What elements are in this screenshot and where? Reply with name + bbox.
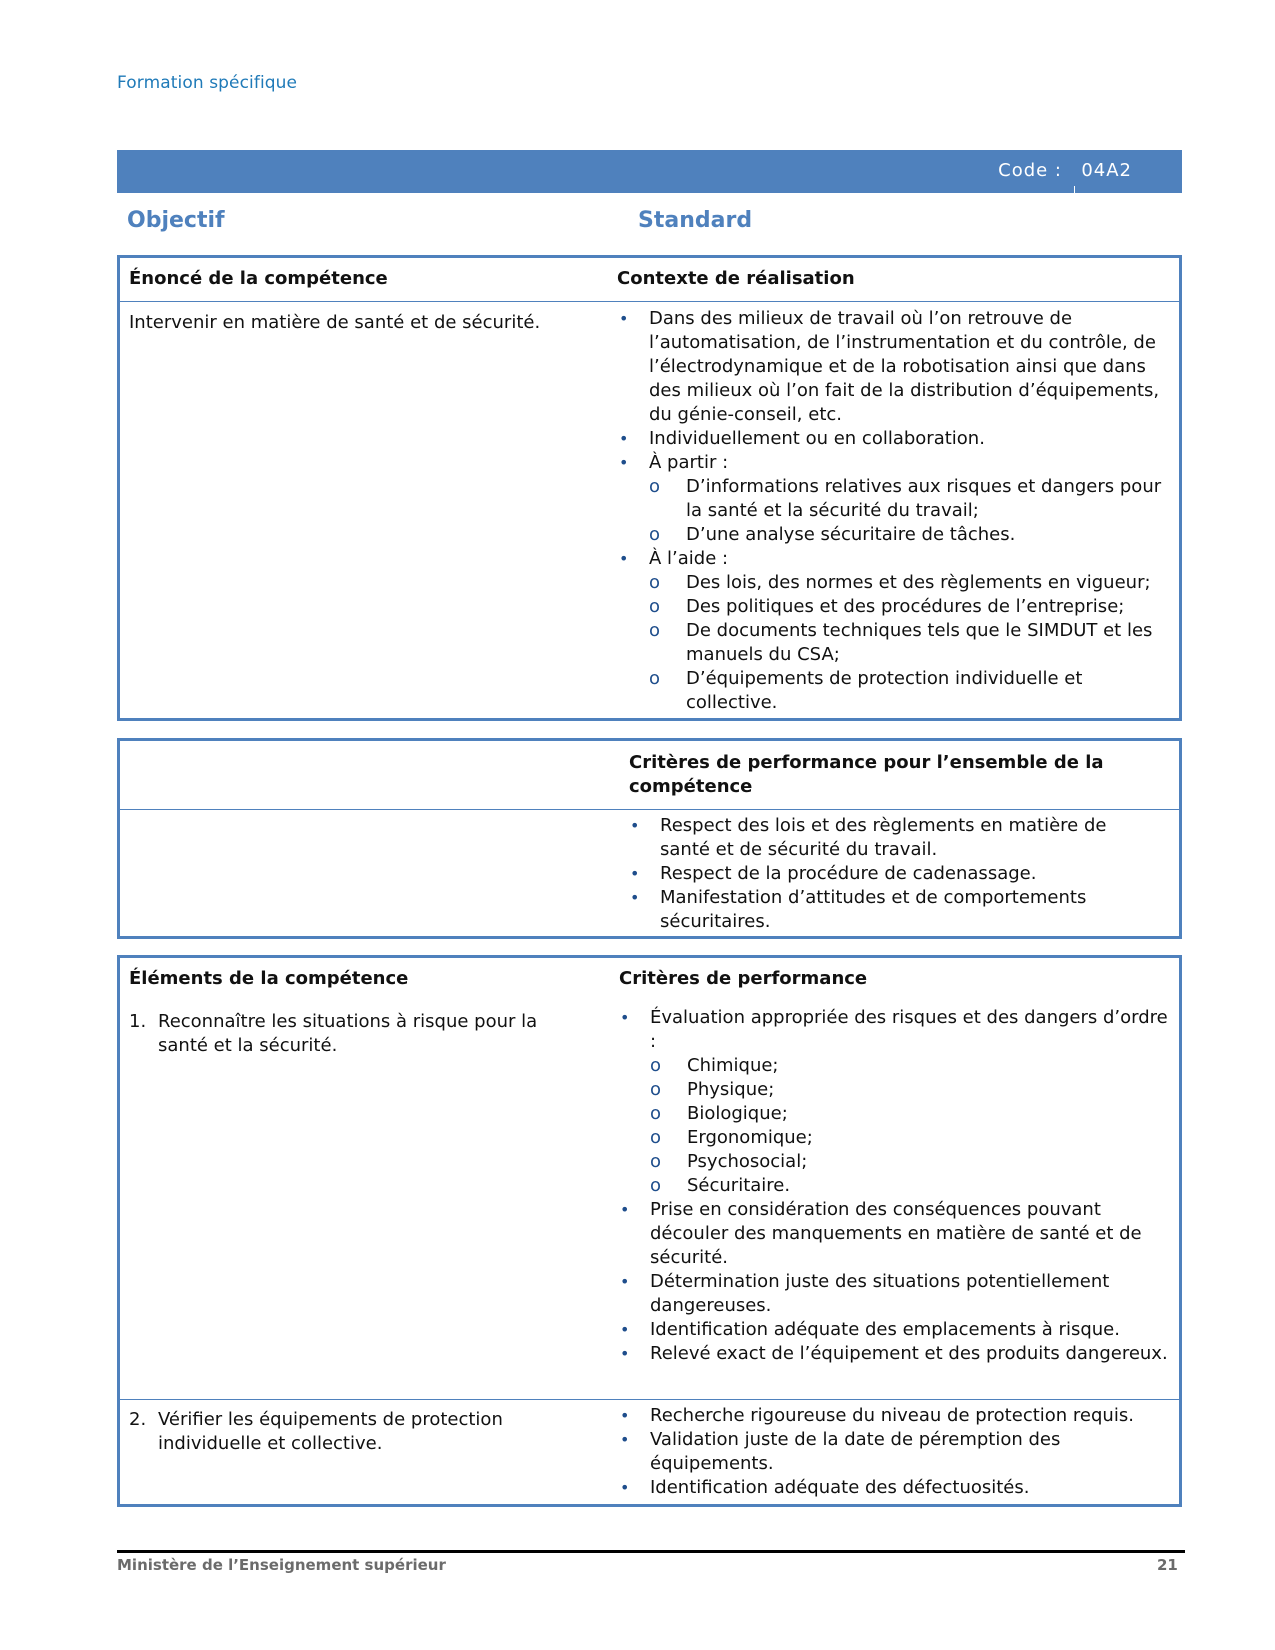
list-item-text: Individuellement ou en collaboration. [649,428,985,449]
empty-cell [120,810,617,934]
table-row [120,1399,1179,1500]
footer-divider [117,1550,1185,1553]
enonce-contexte-table [117,255,1182,721]
sub-list-item: o Biologique; [650,1102,1169,1126]
element-number: 1. [129,1011,147,1032]
sub-list-item: o D’informations relatives aux risques et dangers pour la santé et la sécurité du travail; [649,475,1171,523]
list-item [620,1476,1169,1500]
list-item-text: Identification adéquate des emplacements à risque. [650,1319,1120,1340]
element-text: Vérifier les équipements de protection individuelle et collective. [158,1409,503,1454]
sub-list [619,475,1171,547]
footer-ministry: Ministère de l’Enseignement supérieur [117,1556,446,1574]
elements-rows [120,1002,1179,1500]
element-text: Reconnaître les situations à risque pour la santé et la sécurité. [158,1011,538,1056]
sub-list-item: o Physique; [650,1078,1169,1102]
sub-list-item: o Des politiques et des procédures de l’entreprise; [649,595,1171,619]
running-header: Formation spécifique [117,73,298,93]
element-cell [120,1400,617,1500]
page-number: 21 [1157,1556,1178,1574]
code-bar [117,150,1182,193]
list-item [620,1318,1169,1342]
list-item-text: Respect de la procédure de cadenassage. [660,863,1037,884]
criteres-ensemble-cell [617,810,1179,934]
criteres-ensemble-header: Critères de performance pour l’ensemble de la compétence [629,752,1104,797]
list-item-text: Relevé exact de l’équipement et des produits dangereux. [650,1343,1168,1364]
elements-header: Éléments de la compétence [129,968,409,989]
criteres-list [620,1404,1169,1500]
criteres-cell [617,1400,1179,1500]
criteres-ensemble-list [630,814,1149,934]
enonce-text: Intervenir en matière de santé et de sécurité. [129,312,541,333]
sub-list-item: o Chimique; [650,1054,1169,1078]
sub-list [619,571,1171,715]
objectif-title: Objectif [127,208,225,233]
element-list [129,1010,557,1058]
list-item [630,814,1149,862]
list-item [630,862,1149,886]
contexte-header: Contexte de réalisation [617,268,855,289]
enonce-header: Énoncé de la compétence [129,268,388,289]
empty-cell [120,741,617,809]
sub-list-item: o D’équipements de protection individuelle et collective. [649,667,1171,715]
criteres-header: Critères de performance [619,968,868,989]
code-separator [1074,186,1075,193]
table-header-row [120,958,1179,1002]
code-value: 04A2 [1081,160,1132,181]
contexte-list [619,307,1171,715]
sub-list-item: o Ergonomique; [650,1126,1169,1150]
list-item [620,1428,1169,1476]
sub-list-item: o Sécuritaire. [650,1174,1169,1198]
criteres-list [620,1006,1169,1366]
code-label: Code : [998,160,1062,181]
list-item-text: Recherche rigoureuse du niveau de protection requis. [650,1405,1134,1426]
list-item [619,307,1171,427]
criteres-ensemble-table [117,738,1182,939]
list-item [620,1270,1169,1318]
list-item-text: À l’aide : [649,548,729,569]
list-item-text: Évaluation appropriée des risques et des dangers d’ordre : [650,1007,1168,1052]
list-item-text: Prise en considération des conséquences pouvant découler des manquements en matière de santé et de sécurité. [650,1199,1142,1268]
list-item-text: Identification adéquate des défectuosités. [650,1477,1030,1498]
table-row [120,1002,1179,1399]
table-header-row [120,258,1179,301]
table-header-row [120,741,1179,809]
list-item [620,1404,1169,1428]
contexte-cell [617,302,1179,715]
list-item-text: Respect des lois et des règlements en matière de santé et de sécurité du travail. [660,815,1107,860]
list-item-text: Détermination juste des situations potentiellement dangereuses. [650,1271,1110,1316]
sub-list [620,1054,1169,1198]
elements-criteres-table [117,955,1182,1507]
element-item [129,1408,557,1456]
table-row [120,301,1179,715]
table-row [120,809,1179,934]
list-item-text: Manifestation d’attitudes et de comportements sécuritaires. [660,887,1087,932]
list-item [620,1198,1169,1270]
list-item [619,451,1171,547]
list-item [619,427,1171,451]
sub-list-item: o D’une analyse sécuritaire de tâches. [649,523,1171,547]
element-cell [120,1002,617,1399]
element-list [129,1408,557,1456]
element-number: 2. [129,1409,147,1430]
list-item [620,1006,1169,1198]
sub-list-item: o De documents techniques tels que le SIMDUT et les manuels du CSA; [649,619,1171,667]
list-item-text: À partir : [649,452,729,473]
element-item [129,1010,557,1058]
list-item [620,1342,1169,1366]
list-item [630,886,1149,934]
list-item-text: Dans des milieux de travail où l’on retrouve de l’automatisation, de l’instrumentation et du contrôle, de l’électrodynamique et de la robotisation ainsi que dans des milieux où l’on fait de la distribution d’équipements, du génie-conseil, etc. [649,308,1160,425]
sub-list-item: o Psychosocial; [650,1150,1169,1174]
list-item [619,547,1171,715]
standard-title: Standard [638,208,753,233]
sub-list-item: o Des lois, des normes et des règlements en vigueur; [649,571,1171,595]
criteres-cell [617,1002,1179,1399]
list-item-text: Validation juste de la date de péremption des équipements. [650,1429,1061,1474]
